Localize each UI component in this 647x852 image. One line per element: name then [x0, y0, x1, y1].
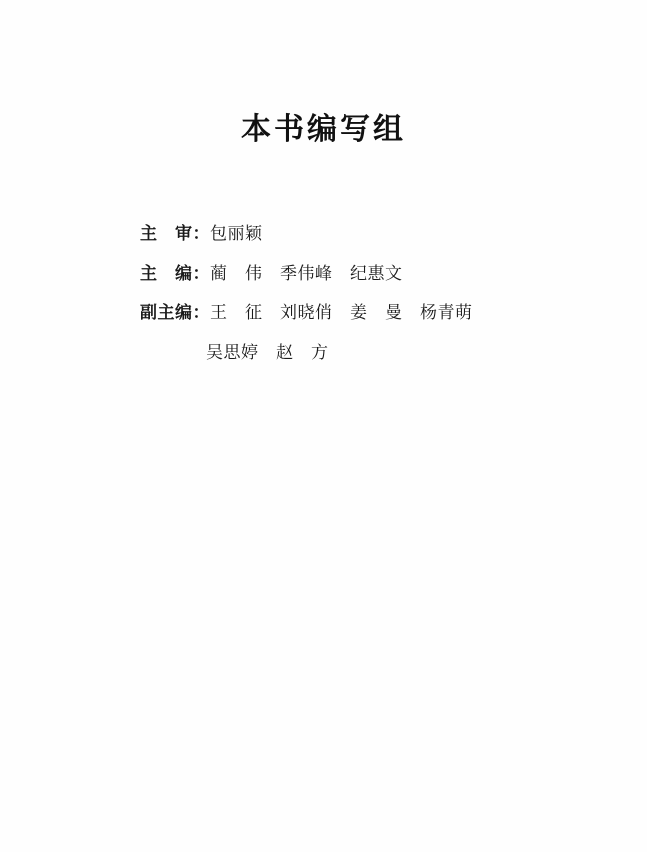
credit-row [140, 301, 560, 327]
credit-names: 王 征 刘晓俏 姜 曼 杨青萌 [210, 303, 473, 323]
page-title: 本书编写组 [241, 112, 406, 147]
credit-names: 蔺 伟 季伟峰 纪惠文 [210, 263, 403, 284]
credits-list [140, 222, 560, 380]
credit-role-label: 副主编： [140, 303, 210, 323]
credit-row [140, 262, 560, 288]
credit-row [140, 341, 560, 367]
credit-names: 吴思婷 赵 方 [206, 342, 329, 363]
credit-role-label: 主 编： [140, 263, 210, 284]
credit-role-label: 主 审： [140, 224, 210, 244]
credit-names: 包丽颖 [210, 224, 263, 244]
credit-row [140, 222, 560, 248]
